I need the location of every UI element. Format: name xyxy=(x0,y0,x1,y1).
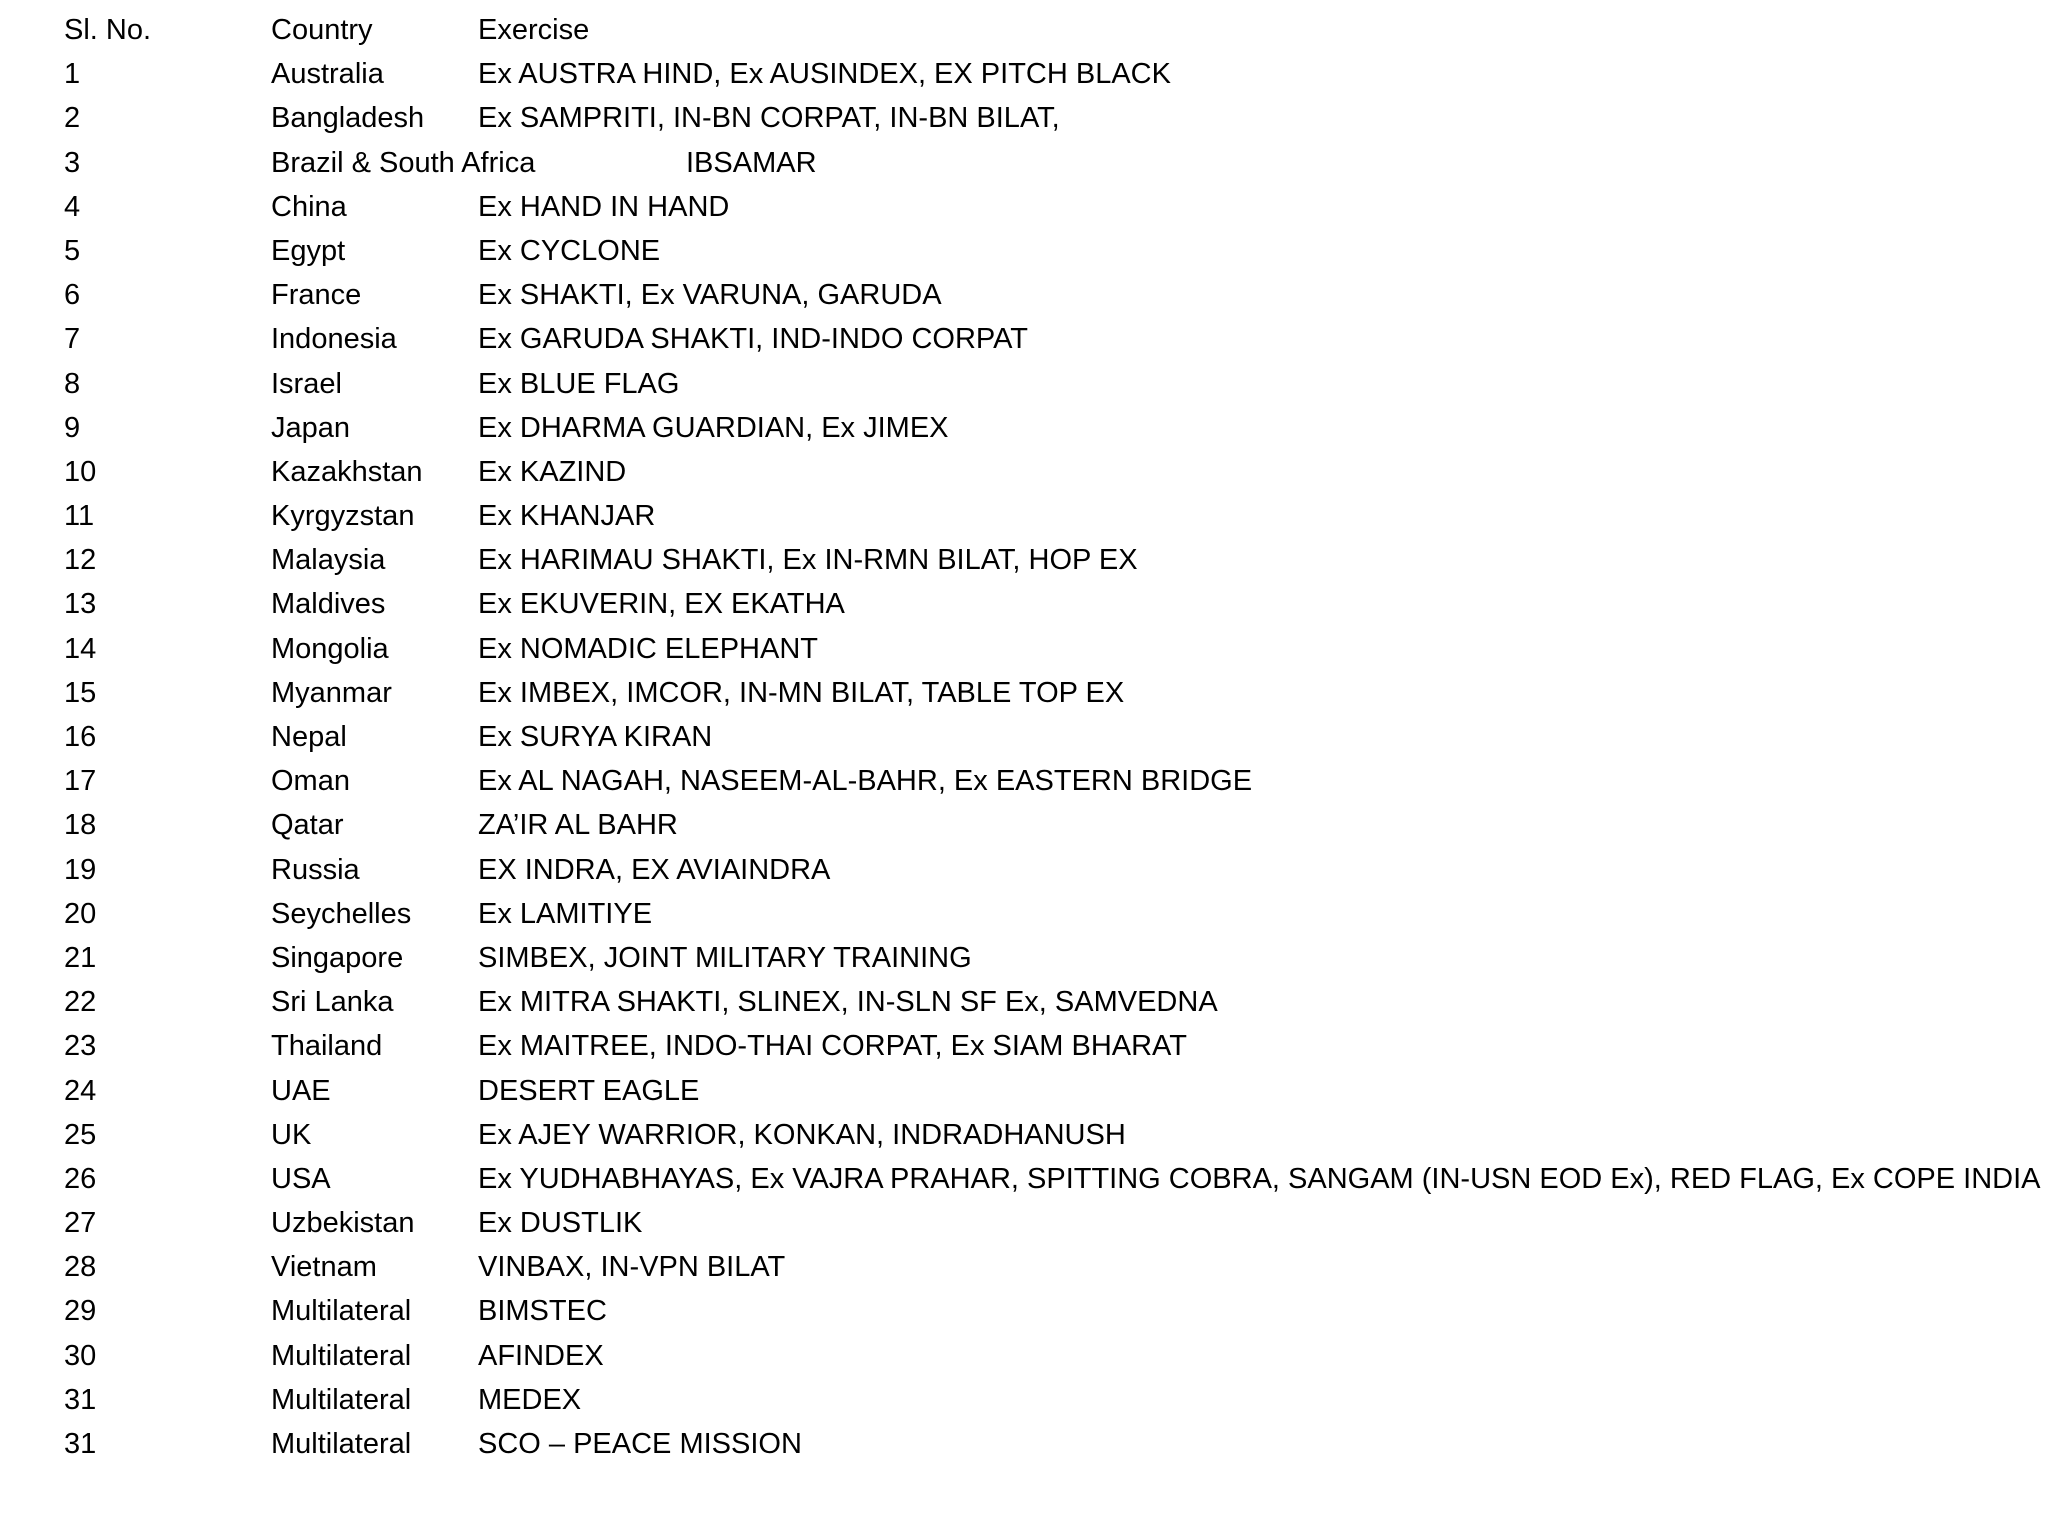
table-row xyxy=(64,538,2024,582)
row-sl-no: 27 xyxy=(64,1207,97,1240)
row-country: UAE xyxy=(271,1074,331,1107)
row-sl-no: 25 xyxy=(64,1118,97,1151)
row-country: Multilateral xyxy=(271,1339,412,1372)
row-exercise: Ex HAND IN HAND xyxy=(478,190,730,223)
row-exercise: VINBAX, IN-VPN BILAT xyxy=(478,1251,786,1284)
row-sl-no: 23 xyxy=(64,1030,97,1063)
table-header xyxy=(64,8,2024,52)
row-country: Maldives xyxy=(271,588,386,621)
row-sl-no: 31 xyxy=(64,1428,97,1460)
row-exercise: DESERT EAGLE xyxy=(478,1074,700,1107)
table-row xyxy=(64,450,2024,494)
table-row xyxy=(64,848,2024,892)
row-sl-no: 15 xyxy=(64,676,97,709)
row-exercise: Ex SAMPRITI, IN-BN CORPAT, IN-BN BILAT, xyxy=(478,102,1060,135)
row-exercise: IBSAMAR xyxy=(686,146,817,179)
row-exercise: Ex KHANJAR xyxy=(478,500,656,533)
row-country: Nepal xyxy=(271,721,347,753)
row-exercise: SIMBEX, JOINT MILITARY TRAINING xyxy=(478,941,972,974)
row-sl-no: 28 xyxy=(64,1251,97,1284)
row-sl-no: 6 xyxy=(64,279,81,312)
table-row xyxy=(64,892,2024,936)
row-country: Egypt xyxy=(271,234,346,267)
table-row xyxy=(64,980,2024,1024)
table-row xyxy=(64,1069,2024,1113)
row-country: Russia xyxy=(271,853,360,886)
row-country: Multilateral xyxy=(271,1428,412,1460)
table-row xyxy=(64,1422,2024,1466)
row-country: Japan xyxy=(271,411,351,444)
row-exercise: Ex DHARMA GUARDIAN, Ex JIMEX xyxy=(478,411,949,444)
row-sl-no: 17 xyxy=(64,765,97,798)
row-sl-no: 16 xyxy=(64,721,97,753)
table-row xyxy=(64,715,2024,759)
table-row xyxy=(64,229,2024,273)
row-exercise: Ex HARIMAU SHAKTI, Ex IN-RMN BILAT, HOP EX xyxy=(478,544,1138,577)
row-country: Sri Lanka xyxy=(271,986,394,1019)
table-row xyxy=(64,406,2024,450)
row-country: Bangladesh xyxy=(271,102,425,135)
row-sl-no: 1 xyxy=(64,58,81,91)
row-exercise: ZA’IR AL BAHR xyxy=(478,809,678,842)
row-exercise: AFINDEX xyxy=(478,1339,604,1372)
exercise-table xyxy=(64,8,2041,1466)
row-sl-no: 22 xyxy=(64,986,97,1019)
table-row xyxy=(64,759,2024,803)
row-exercise: Ex AUSTRA HIND, Ex AUSINDEX, EX PITCH BLACK xyxy=(478,58,1171,91)
row-exercise: EX INDRA, EX AVIAINDRA xyxy=(478,853,831,886)
row-exercise: Ex AJEY WARRIOR, KONKAN, INDRADHANUSH xyxy=(478,1118,1126,1151)
row-sl-no: 11 xyxy=(64,500,95,533)
row-country: France xyxy=(271,279,362,312)
table-row xyxy=(64,1113,2024,1157)
table-row xyxy=(64,1157,2041,1201)
row-sl-no: 12 xyxy=(64,544,97,577)
row-sl-no: 20 xyxy=(64,897,97,930)
row-country: Kyrgyzstan xyxy=(271,500,415,533)
table-row xyxy=(64,362,2024,406)
table-row xyxy=(64,1334,2024,1378)
row-sl-no: 8 xyxy=(64,367,81,400)
row-country: Malaysia xyxy=(271,544,386,577)
row-country: Thailand xyxy=(271,1030,383,1063)
row-exercise: Ex MAITREE, INDO-THAI CORPAT, Ex SIAM BHARAT xyxy=(478,1030,1187,1063)
row-sl-no: 2 xyxy=(64,102,81,135)
row-sl-no: 14 xyxy=(64,632,97,665)
row-sl-no: 24 xyxy=(64,1074,97,1107)
row-country: Mongolia xyxy=(271,632,389,665)
row-country: Brazil & South Africa xyxy=(271,146,536,179)
header-exercise: Exercise xyxy=(478,14,590,46)
row-exercise: MEDEX xyxy=(478,1383,582,1416)
row-exercise: Ex IMBEX, IMCOR, IN-MN BILAT, TABLE TOP EX xyxy=(478,676,1125,709)
row-country: Seychelles xyxy=(271,897,412,930)
row-exercise: Ex CYCLONE xyxy=(478,234,661,267)
row-country: Singapore xyxy=(271,941,404,974)
table-row xyxy=(64,141,2024,185)
table-row xyxy=(64,317,2024,361)
table-row xyxy=(64,494,2024,538)
row-exercise: Ex MITRA SHAKTI, SLINEX, IN-SLN SF Ex, SAMVEDNA xyxy=(478,986,1218,1019)
row-country: Kazakhstan xyxy=(271,455,423,488)
row-country: Multilateral xyxy=(271,1383,412,1416)
table-row xyxy=(64,1378,2024,1422)
row-sl-no: 19 xyxy=(64,853,97,886)
row-sl-no: 26 xyxy=(64,1162,97,1195)
row-sl-no: 9 xyxy=(64,411,81,444)
header-sl-no: Sl. No. xyxy=(64,14,152,46)
row-country: Israel xyxy=(271,367,342,400)
row-exercise: Ex SHAKTI, Ex VARUNA, GARUDA xyxy=(478,279,942,312)
row-exercise: Ex DUSTLIK xyxy=(478,1207,643,1240)
row-country: Indonesia xyxy=(271,323,397,356)
table-row xyxy=(64,273,2024,317)
row-exercise: Ex NOMADIC ELEPHANT xyxy=(478,632,818,665)
row-exercise: Ex LAMITIYE xyxy=(478,897,653,930)
row-sl-no: 4 xyxy=(64,190,81,223)
row-country: Qatar xyxy=(271,809,344,842)
table-row xyxy=(64,52,2024,96)
table-row xyxy=(64,1289,2024,1333)
row-exercise: Ex SURYA KIRAN xyxy=(478,721,713,753)
row-sl-no: 31 xyxy=(64,1383,97,1416)
row-country: UK xyxy=(271,1118,312,1151)
row-sl-no: 13 xyxy=(64,588,97,621)
row-sl-no: 10 xyxy=(64,455,97,488)
row-exercise: Ex KAZIND xyxy=(478,455,627,488)
table-row xyxy=(64,582,2024,626)
row-country: Uzbekistan xyxy=(271,1207,415,1240)
table-row xyxy=(64,1024,2024,1068)
row-exercise: Ex BLUE FLAG xyxy=(478,367,680,400)
row-sl-no: 18 xyxy=(64,809,97,842)
row-sl-no: 21 xyxy=(64,941,97,974)
row-country: Oman xyxy=(271,765,350,798)
table-row xyxy=(64,936,2024,980)
row-exercise: Ex EKUVERIN, EX EKATHA xyxy=(478,588,845,621)
row-exercise: Ex AL NAGAH, NASEEM-AL-BAHR, Ex EASTERN BRIDGE xyxy=(478,765,1253,798)
row-sl-no: 30 xyxy=(64,1339,97,1372)
row-country: Myanmar xyxy=(271,676,392,709)
row-exercise: Ex GARUDA SHAKTI, IND-INDO CORPAT xyxy=(478,323,1028,356)
row-country: USA xyxy=(271,1162,331,1195)
row-country: Vietnam xyxy=(271,1251,377,1284)
table-row xyxy=(64,803,2024,847)
table-row xyxy=(64,185,2024,229)
table-row xyxy=(64,96,2024,140)
row-sl-no: 5 xyxy=(64,234,81,267)
header-country: Country xyxy=(271,14,373,46)
table-body xyxy=(64,52,2041,1466)
table-row xyxy=(64,627,2024,671)
row-country: Australia xyxy=(271,58,384,91)
row-country: China xyxy=(271,190,347,223)
row-exercise: BIMSTEC xyxy=(478,1295,607,1328)
row-sl-no: 29 xyxy=(64,1295,97,1328)
table-row xyxy=(64,1245,2024,1289)
table-row xyxy=(64,671,2024,715)
row-exercise: SCO – PEACE MISSION xyxy=(478,1428,802,1460)
row-sl-no: 7 xyxy=(64,323,81,356)
row-sl-no: 3 xyxy=(64,146,81,179)
table-row xyxy=(64,1201,2024,1245)
row-country: Multilateral xyxy=(271,1295,412,1328)
row-exercise: Ex YUDHABHAYAS, Ex VAJRA PRAHAR, SPITTING COBRA, SANGAM (IN-USN EOD Ex), RED FLAG, Ex COPE INDIA xyxy=(478,1162,2041,1195)
